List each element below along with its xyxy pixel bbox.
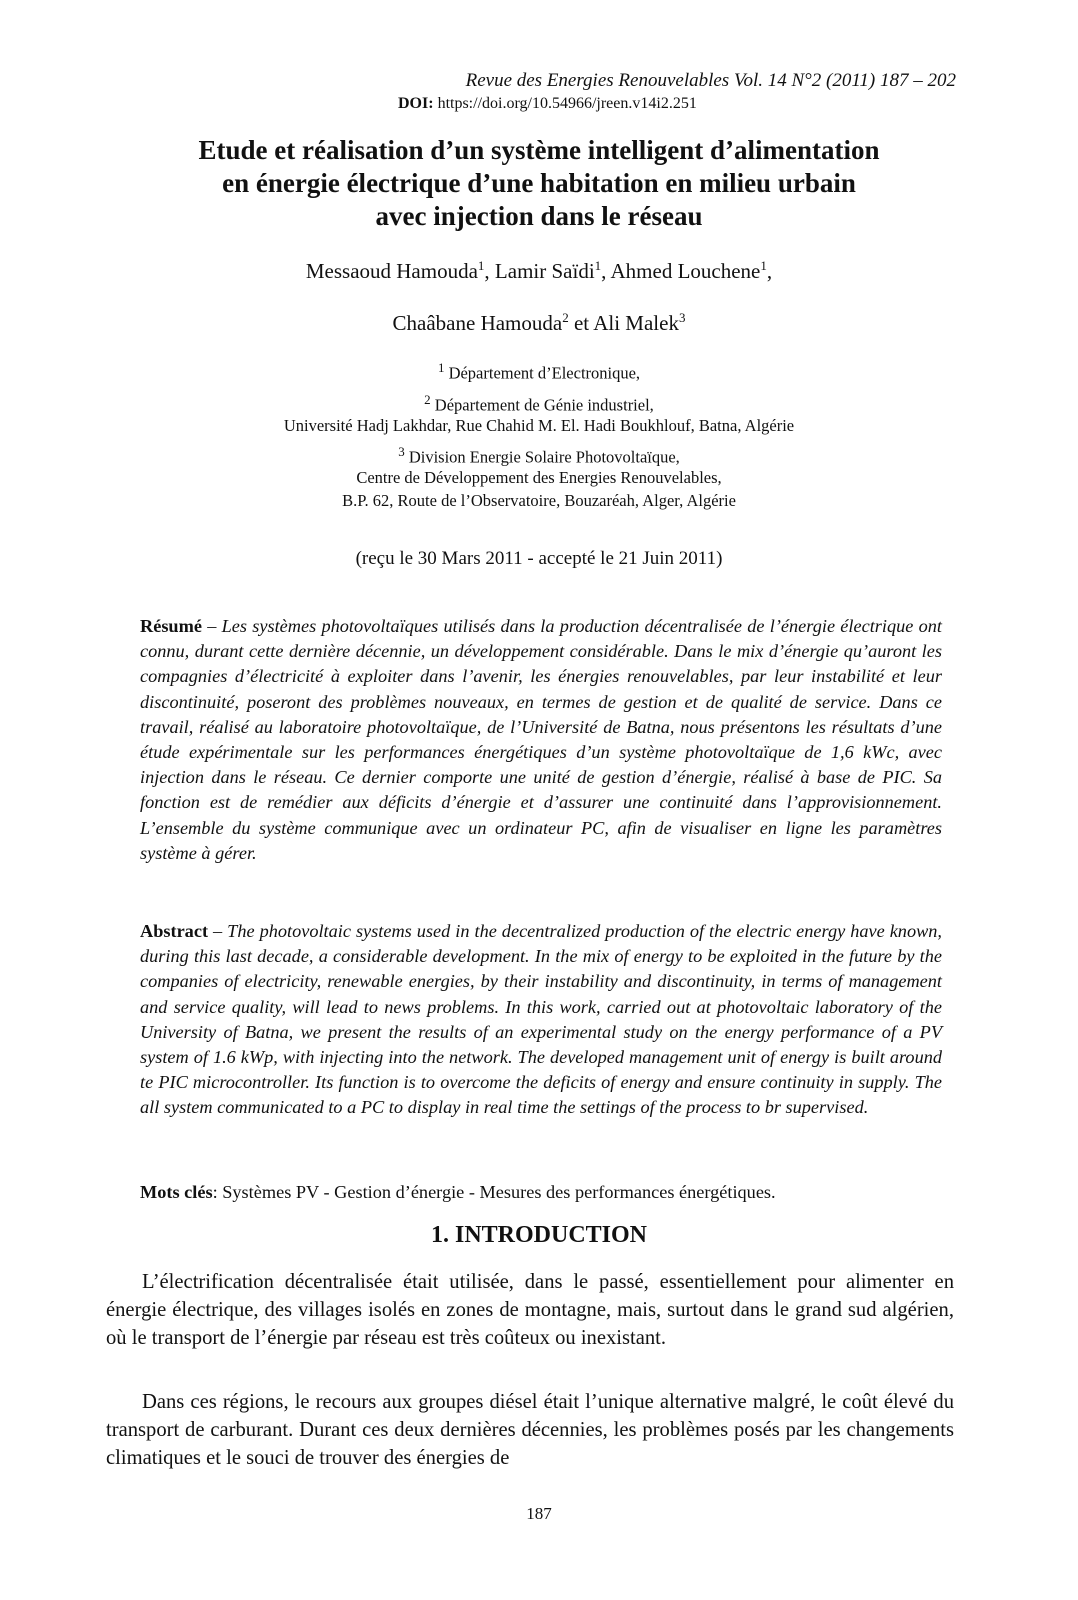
resume-text: Les systèmes photovoltaïques utilisés dans la production décentralisée de l’énergie électrique ont connu, durant cette dernière décennie, un développement considérable. Dans le mix d’énergie qu’auront les compagnies d’électricité à exploiter dans l’avenir, les énergies renouvelables, par leur instabilité et leur discontinuité, poseront des problèmes nouveaux, en termes de gestion et de qualité de service. Dans ce travail, réalisé au laboratoire photovoltaïque, de l’Université de Batna, nous présentons les résultats d’une étude expérimentale sur les performances énergétiques d’un système photovoltaïque de 1,6 kWc, avec injection dans le réseau. Ce dernier comporte une unité de gestion d’énergie, réalisé à base de PIC. Sa fonction est de remédier aux déficits d’énergie et d’assurer une continuité dans l’approvisionnement. L’ensemble du système communique avec un ordinateur PC, afin de visualiser en ligne les paramètres système à gérer.: [140, 616, 943, 863]
journal-reference: Revue des Energies Renouvelables Vol. 14 N°2 (2011) 187 – 202: [465, 70, 956, 91]
affiliation-3-center: Centre de Développement des Energies Renouvelables,: [356, 468, 722, 487]
abstract-block: [140, 919, 942, 1121]
resume-block: [140, 614, 942, 866]
title-line-3: avec injection dans le réseau: [375, 201, 703, 231]
affiliation-text: Division Energie Solaire Photovoltaïque,: [408, 447, 680, 467]
author-conjunction: et: [573, 311, 590, 335]
abstract-text: The photovoltaic systems used in the decentralized production of the electric energy have known, during this last decade, a considerable development. In the mix of energy to be exploited in the future by the companies of electricity, renewable energies, by their instability and discontinuity, in terms of management and service quality, will lead to news problems. In this work, carried out at photovoltaic laboratory of the University of Batna, we present the results of an experimental study on the energy performance of a PV system of 1.6 kWp, with injecting into the network. The developed management unit of energy is built around te PIC microcontroller. Its function is to overcome the deficits of energy and ensure continuity in supply. The all system communicated to a PC to display in real time the settings of the process to br supervised.: [140, 921, 942, 1118]
title-line-2: en énergie électrique d’une habitation en milieu urbain: [222, 168, 856, 198]
author-name: Lamir Saïdi: [494, 259, 595, 283]
paper-title: [100, 134, 978, 233]
doi-link[interactable]: https://doi.org/10.54966/jreen.v14i2.251: [437, 95, 697, 112]
body-paragraph: L’électrification décentralisée était utilisée, dans le passé, essentiellement pour alimenter en énergie électrique, des villages isolés en zones de montagne, mais, surtout dans le grand sud algérien, où le transport de l’énergie par réseau est très coûteux ou inexistant.: [106, 1271, 954, 1349]
author-affiliation-mark: 1: [594, 258, 602, 273]
affiliation-3-address: B.P. 62, Route de l’Observatoire, Bouzaréah, Alger, Algérie: [342, 491, 736, 510]
received-accepted-dates: (reçu le 30 Mars 2011 - accepté le 21 Juin 2011): [355, 548, 723, 569]
body-paragraph: Dans ces régions, le recours aux groupes diésel était l’unique alternative malgré, le coût élevé du transport de carburant. Durant ces deux dernières décennies, les problèmes posés par les changements climatiques et le souci de trouver des énergies de: [106, 1391, 954, 1469]
keywords-label: Mots clés: [140, 1182, 213, 1202]
section-heading-introduction: 1. INTRODUCTION: [430, 1222, 648, 1248]
affiliation-text: Département de Génie industriel,: [434, 395, 654, 415]
author-name: Ali Malek: [593, 311, 679, 335]
affiliation-text: Département d’Electronique,: [448, 363, 641, 383]
page-number: 187: [526, 1504, 552, 1523]
doi-label: DOI:: [398, 95, 434, 112]
affiliation-3: [100, 440, 978, 469]
author-affiliation-mark: 2: [562, 310, 569, 325]
author-name: Ahmed Louchene: [610, 259, 761, 283]
affiliation-1: [100, 356, 978, 385]
keywords: [140, 1180, 942, 1204]
authors-line-1: Messaoud Hamouda$^1$, Lamir Saïdi$^1$, Ahmed Louchene$^1$,: [305, 258, 773, 283]
keywords-text: : Systèmes PV - Gestion d’énergie - Mesures des performances énergétiques.: [212, 1182, 776, 1202]
author-name: Chaâbane Hamouda: [392, 311, 563, 335]
affiliation-mark: 3: [398, 444, 405, 459]
affiliation-2: [100, 388, 978, 417]
title-line-1: Etude et réalisation d’un système intelligent d’alimentation: [198, 135, 880, 165]
affiliation-2-address: Université Hadj Lakhdar, Rue Chahid M. El. Hadi Boukhlouf, Batna, Algérie: [283, 416, 795, 435]
affiliation-mark: 1: [437, 360, 445, 375]
author-affiliation-mark: 1: [477, 258, 485, 273]
abstract-dash: –: [208, 921, 228, 941]
author-name: Messaoud Hamouda: [305, 259, 478, 283]
resume-dash: –: [201, 616, 222, 636]
abstract-label: Abstract: [140, 921, 209, 941]
affiliation-mark: 2: [424, 392, 431, 407]
author-affiliation-mark: 1: [760, 258, 767, 273]
author-affiliation-mark: 3: [678, 310, 686, 325]
resume-label: Résumé: [140, 616, 202, 636]
doi-line: [398, 94, 697, 114]
authors-line-2: [100, 305, 978, 336]
